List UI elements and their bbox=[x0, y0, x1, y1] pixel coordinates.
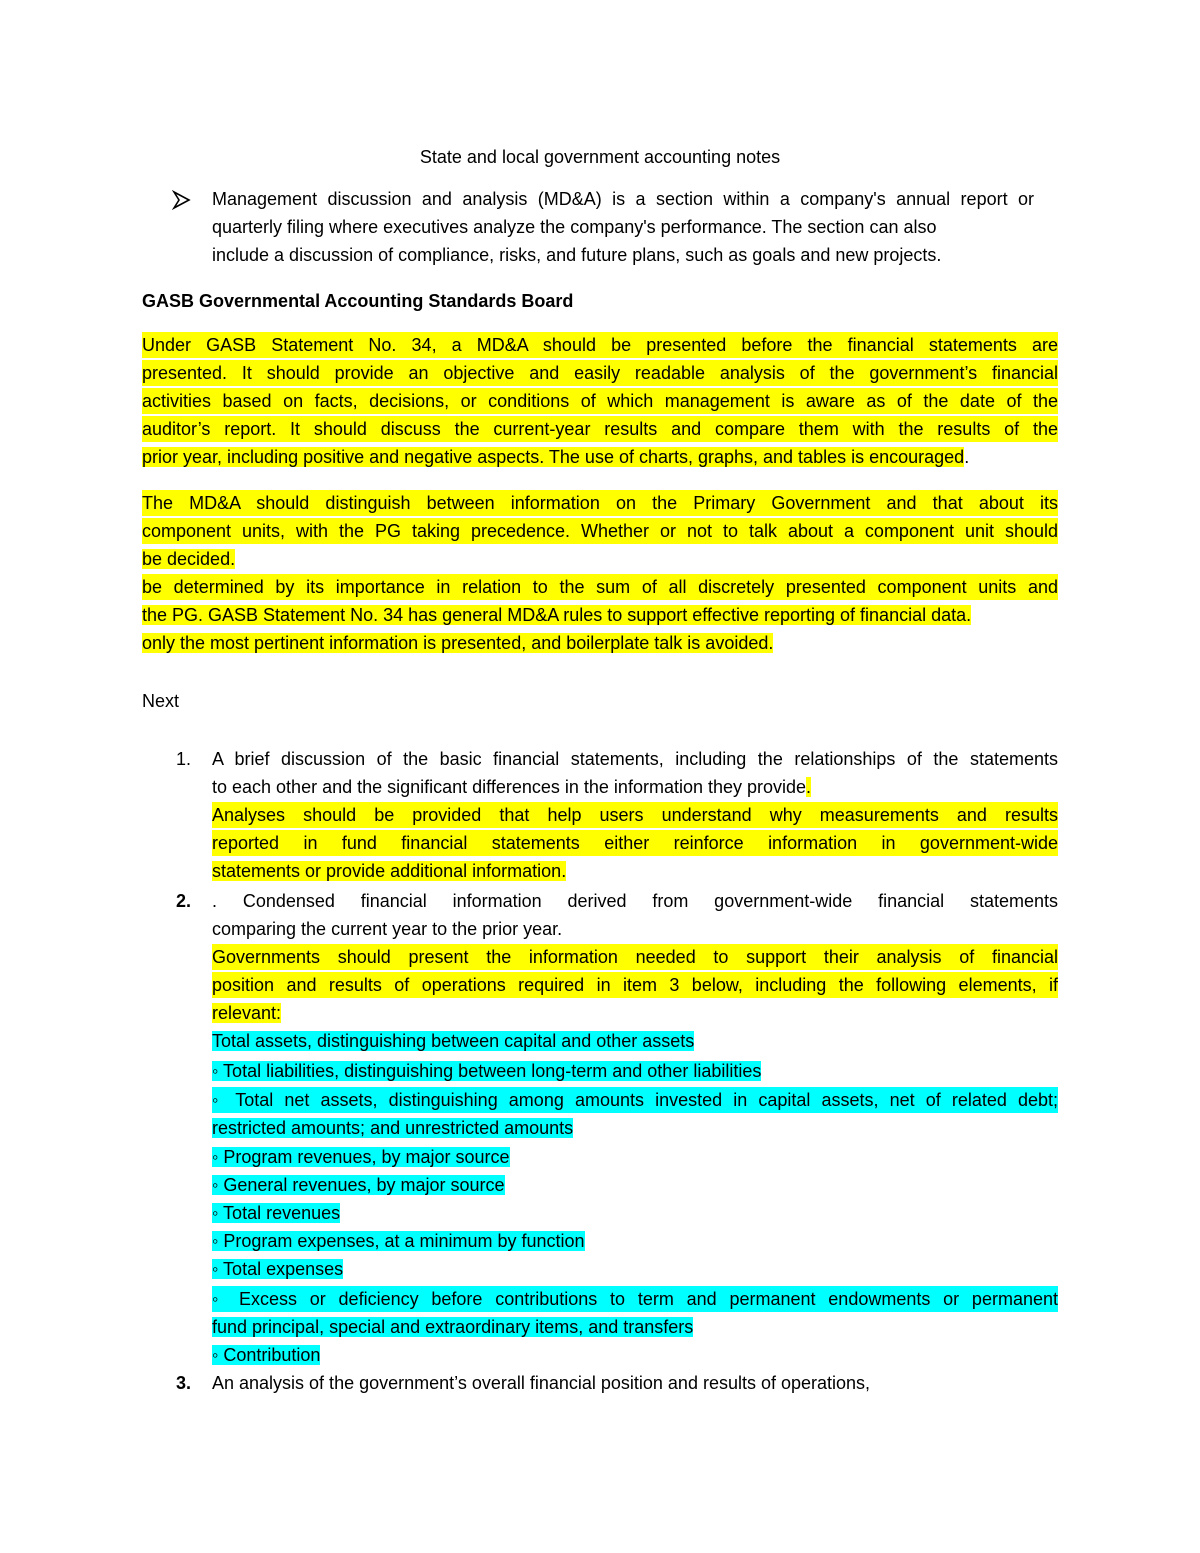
gasb-prefix: GASB bbox=[142, 291, 195, 311]
paragraph-line: Under GASB Statement No. 34, a MD&A should be presented before the financial statements are bbox=[142, 332, 1058, 358]
paragraph-period: . bbox=[964, 447, 970, 467]
element-line: ◦ Program expenses, at a minimum by function bbox=[212, 1231, 585, 1251]
paragraph-line: the PG. GASB Statement No. 34 has general MD&A rules to support effective reporting of financial data. bbox=[142, 605, 972, 625]
paragraph-line: be decided. bbox=[142, 549, 236, 569]
list-item-line: to each other and the significant differences in the information they provide bbox=[212, 777, 807, 797]
element-line: ◦ Contribution bbox=[212, 1345, 321, 1365]
paragraph-line: component units, with the PG taking precedence. Whether or not to talk about a component unit should bbox=[142, 518, 1058, 544]
element-line: fund principal, special and extraordinary items, and transfers bbox=[212, 1317, 694, 1337]
paragraph-line: presented. It should provide an objective and easily readable analysis of the government’s financial bbox=[142, 360, 1058, 386]
element-line: ◦ General revenues, by major source bbox=[212, 1175, 505, 1195]
highlight-line: reported in fund financial statements either reinforce information in government-wide bbox=[212, 830, 1058, 856]
paragraph-line: The MD&A should distinguish between information on the Primary Government and that about its bbox=[142, 490, 1058, 516]
paragraph-line: auditor’s report. It should discuss the current-year results and compare them with the results of the bbox=[142, 416, 1058, 442]
paragraph-line: prior year, including positive and negative aspects. The use of charts, graphs, and tables is encouraged bbox=[142, 447, 965, 467]
list-item-line: An analysis of the government’s overall financial position and results of operations, bbox=[212, 1373, 871, 1393]
gasb-heading bbox=[142, 288, 573, 314]
highlight-line: statements or provide additional information. bbox=[212, 861, 567, 881]
list-item-line: A brief discussion of the basic financial statements, including the relationships of the statements bbox=[212, 749, 1058, 769]
arrow-bullet-icon bbox=[172, 190, 192, 210]
element-line: Total assets, distinguishing between capital and other assets bbox=[212, 1031, 695, 1051]
element-line: ◦ Total liabilities, distinguishing between long-term and other liabilities bbox=[212, 1061, 762, 1081]
element-line: ◦ Total expenses bbox=[212, 1259, 344, 1279]
list-number: 3. bbox=[176, 1373, 192, 1393]
paragraph-line: activities based on facts, decisions, or conditions of which management is aware as of the date of the bbox=[142, 388, 1058, 414]
paragraph-line: be determined by its importance in relation to the sum of all discretely presented component units and bbox=[142, 574, 1058, 600]
next-label: Next bbox=[142, 691, 180, 711]
gasb-heading-text: Governmental Accounting Standards Board bbox=[199, 291, 574, 311]
highlight-line: relevant: bbox=[212, 1003, 282, 1023]
list-item-period: . bbox=[806, 777, 812, 797]
intro-line: quarterly filing where executives analyze the company's performance. The section can also bbox=[212, 217, 937, 237]
element-line: ◦ Total net assets, distinguishing among amounts invested in capital assets, net of related debt; bbox=[212, 1087, 1058, 1113]
highlight-line: Analyses should be provided that help users understand why measurements and results bbox=[212, 802, 1058, 828]
element-line: ◦ Program revenues, by major source bbox=[212, 1147, 510, 1167]
highlight-line: Governments should present the information needed to support their analysis of financial bbox=[212, 944, 1058, 970]
list-item-line: . Condensed financial information derived from government-wide financial statements bbox=[212, 891, 1058, 911]
paragraph-line: only the most pertinent information is presented, and boilerplate talk is avoided. bbox=[142, 633, 774, 653]
element-line: ◦ Total revenues bbox=[212, 1203, 341, 1223]
element-line: restricted amounts; and unrestricted amounts bbox=[212, 1118, 574, 1138]
element-line: ◦ Excess or deficiency before contributions to term and permanent endowments or permanent bbox=[212, 1286, 1058, 1312]
highlight-line: position and results of operations required in item 3 below, including the following elements, if bbox=[212, 972, 1058, 998]
list-number: 2. bbox=[176, 891, 192, 911]
list-number: 1. bbox=[176, 749, 192, 769]
page-title: State and local government accounting notes bbox=[419, 147, 781, 167]
intro-line: Management discussion and analysis (MD&A) is a section within a company's annual report or bbox=[212, 189, 1034, 209]
intro-line: include a discussion of compliance, risks, and future plans, such as goals and new projects. bbox=[212, 245, 942, 265]
list-item-line: comparing the current year to the prior year. bbox=[212, 919, 563, 939]
